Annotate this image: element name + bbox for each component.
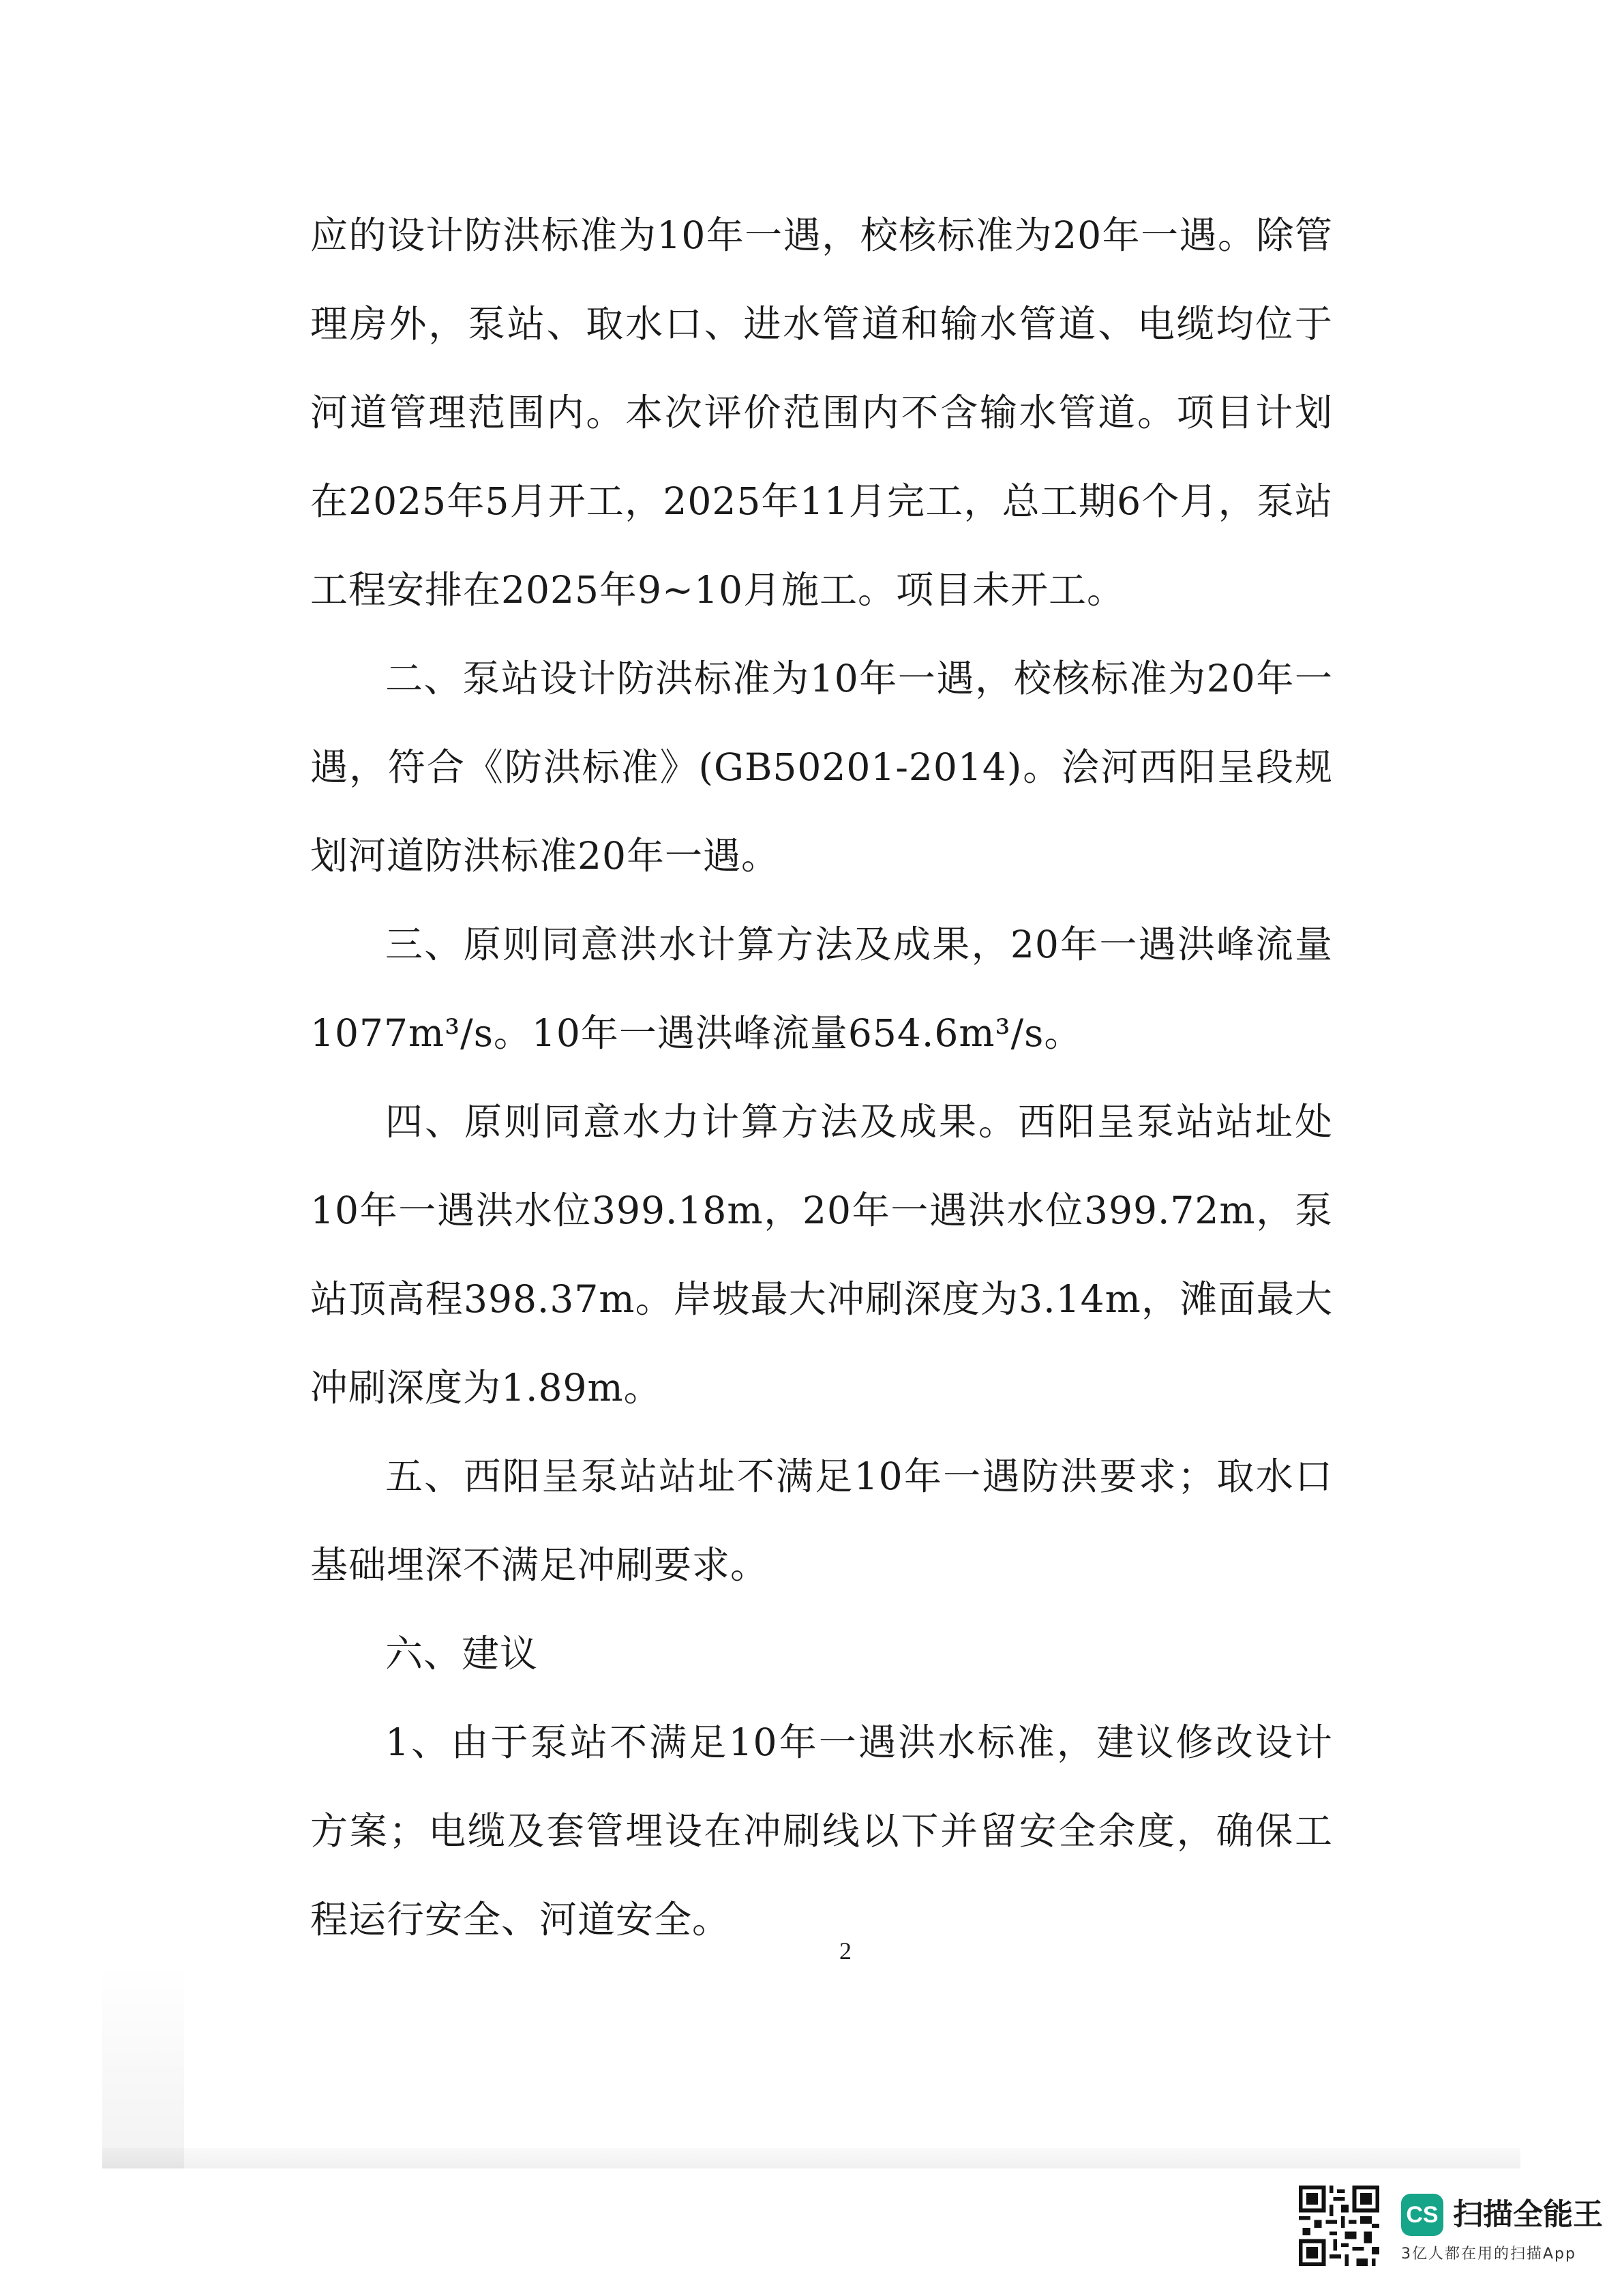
- qr-code-icon: [1299, 2186, 1379, 2266]
- paragraph-intro: 应的设计防洪标准为10年一遇，校核标准为20年一遇。除管理房外，泵站、取水口、进水管道和输水管道、电缆均位于河道管理范围内。本次评价范围内不含输水管道。项目计划在2025年5月开工，2025年11月完工，总工期6个月，泵站工程安排在2025年9~10月施工。项目未开工。: [310, 213, 1333, 612]
- scan-edge: [102, 2148, 1520, 2168]
- paragraph-suggestion-1: 1、由于泵站不满足10年一遇洪水标准，建议修改设计方案；电缆及套管埋设在冲刷线以下并留安全余度，确保工程运行安全、河道安全。: [310, 1720, 1333, 1941]
- paragraph-item-2: 二、泵站设计防洪标准为10年一遇，校核标准为20年一遇，符合《防洪标准》(GB50201-2014)。浍河西阳呈段规划河道防洪标准20年一遇。: [310, 657, 1333, 878]
- scanner-watermark: [1299, 2186, 1603, 2274]
- paragraph-item-4: 四、原则同意水力计算方法及成果。西阳呈泵站站址处10年一遇洪水位399.18m，20年一遇洪水位399.72m，泵站顶高程398.37m。岸坡最大冲刷深度为3.14m，滩面最大冲刷深度为1.89m。: [310, 1100, 1333, 1410]
- paragraph-item-5: 五、西阳呈泵站站址不满足10年一遇防洪要求；取水口基础埋深不满足冲刷要求。: [310, 1455, 1333, 1587]
- page-number: 2: [839, 1937, 852, 1965]
- section-heading-suggestions: 六、建议: [385, 1632, 539, 1675]
- paragraph-item-3: 三、原则同意洪水计算方法及成果，20年一遇洪峰流量1077m³/s。10年一遇洪峰流量654.6m³/s。: [310, 923, 1333, 1055]
- cs-logo: CS: [1401, 2194, 1443, 2236]
- watermark-brand: 扫描全能王: [1453, 2197, 1603, 2232]
- watermark-tagline: 3亿人都在用的扫描App: [1401, 2246, 1576, 2263]
- scan-shadow: [102, 1964, 184, 2168]
- document-body: [310, 191, 1333, 1964]
